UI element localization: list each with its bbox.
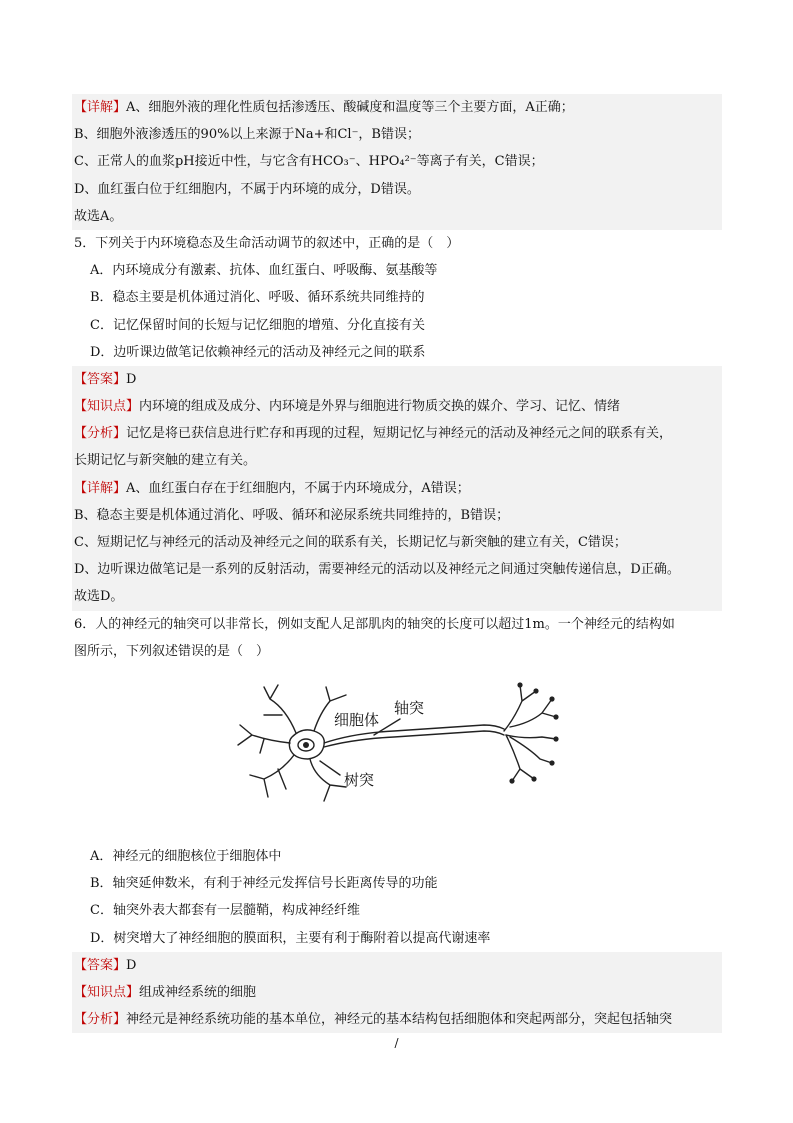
knowledge-tag: 【知识点】 xyxy=(74,399,140,415)
nucleolus-shape xyxy=(303,742,309,748)
q5-knowledge xyxy=(72,393,722,420)
page-content xyxy=(72,94,722,1033)
axon-terminal xyxy=(510,699,556,727)
q5-stem: 5．下列关于内环境稳态及生命活动调节的叙述中，正确的是（ ） xyxy=(74,235,460,251)
analysis-text: 神经元是神经系统功能的基本单位，神经元的基本结构包括细胞体和突起两部分，突起包括轴突 xyxy=(126,1012,673,1028)
q6-option-a: A．神经元的细胞核位于细胞体中 xyxy=(90,848,282,864)
q5-detail-1 xyxy=(72,475,722,502)
q6-option-b: B．轴突延伸数米，有利于神经元发挥信号长距离传导的功能 xyxy=(90,876,438,892)
answer-value: D xyxy=(126,957,137,973)
analysis-text: 记忆是将已获信息进行贮存和再现的过程，短期记忆与神经元的活动及神经元之间的联系有关， xyxy=(126,426,673,442)
page-footer: / xyxy=(394,1036,399,1050)
detail-tag: 【详解】 xyxy=(74,100,127,115)
q5-detail-2: B、稳态主要是机体通过消化、呼吸、循环和泌尿系统共同维持的，B错误； xyxy=(72,502,722,529)
q6-stem-2: 图所示，下列叙述错误的是（ ） xyxy=(74,643,270,659)
answer-tag: 【答案】 xyxy=(74,957,127,973)
q6-knowledge xyxy=(72,979,722,1006)
q6-stem-1: 6．人的神经元的轴突可以非常长，例如支配人足部肌肉的轴突的长度可以超过1m。一个神经元的结构如 xyxy=(74,616,675,632)
q6-analysis-1 xyxy=(72,1006,722,1033)
answer-value: D xyxy=(126,371,137,387)
knowledge-text: 组成神经系统的细胞 xyxy=(139,984,257,1000)
axon-line xyxy=(324,731,504,747)
q5-option-a: A．内环境成分有激素、抗体、血红蛋白、呼吸酶、氨基酸等 xyxy=(90,263,438,279)
neuron-figure xyxy=(72,665,722,843)
q5-option-b: B．稳态主要是机体通过消化、呼吸、循环系统共同维持的 xyxy=(90,290,425,306)
label-cell-body: 细胞体 xyxy=(334,710,380,729)
dendrite-branch xyxy=(238,725,290,753)
q5-detail-5: 故选D。 xyxy=(72,583,722,610)
dendrite-pointer xyxy=(320,761,340,775)
q5-detail-4: D、边听课边做笔记是一系列的反射活动，需要神经元的活动以及神经元之间通过突触传递信息，D正确。 xyxy=(72,556,722,583)
q6-answer xyxy=(72,952,722,979)
q5-option-d: D．边听课边做笔记依赖神经元的活动及神经元之间的联系 xyxy=(90,344,426,360)
analysis-tag: 【分析】 xyxy=(74,426,127,442)
dendrite-branch xyxy=(264,685,296,733)
q5-answer xyxy=(72,366,722,393)
q5-analysis-1 xyxy=(72,420,722,447)
q5-analysis-2: 长期记忆与新突触的建立有关。 xyxy=(72,447,722,474)
detail-text: A、细胞外液的理化性质包括渗透压、酸碱度和温度等三个主要方面，A正确； xyxy=(126,100,574,115)
detail-line-1 xyxy=(72,94,722,121)
q6-option-c: C．轴突外表大都套有一层髓鞘，构成神经纤维 xyxy=(90,903,360,919)
detail-line-2: B、细胞外液渗透压的90%以上来源于Na+和Cl⁻，B错误； xyxy=(72,121,722,148)
neuron-diagram xyxy=(234,679,564,809)
detail-line-4: D、血红蛋白位于红细胞内，不属于内环境的成分，D错误。 xyxy=(72,176,722,203)
analysis-tag: 【分析】 xyxy=(74,1012,127,1028)
detail-line-3: C、正常人的血浆pH接近中性，与它含有HCO₃⁻、HPO₄²⁻等离子有关，C错误； xyxy=(72,148,722,175)
label-axon: 轴突 xyxy=(394,698,425,717)
answer-tag: 【答案】 xyxy=(74,371,127,387)
axon-terminal xyxy=(506,735,534,781)
q5-detail-3: C、短期记忆与神经元的活动及神经元之间的联系有关，长期记忆与新突触的建立有关，C错误； xyxy=(72,529,722,556)
detail-tag: 【详解】 xyxy=(74,480,127,496)
label-dendrite: 树突 xyxy=(344,770,375,789)
dendrite-branch xyxy=(250,755,294,797)
dendrite-branch xyxy=(310,759,346,801)
q6-option-d: D．树突增大了神经细胞的膜面积，主要有利于酶附着以提高代谢速率 xyxy=(90,930,491,946)
knowledge-text: 内环境的组成及成分、内环境是外界与细胞进行物质交换的媒介、学习、记忆、情绪 xyxy=(139,399,621,415)
detail-text: A、血红蛋白存在于红细胞内，不属于内环境成分，A错误； xyxy=(126,480,470,496)
q5-option-c: C．记忆保留时间的长短与记忆细胞的增殖、分化直接有关 xyxy=(90,317,425,333)
detail-line-5: 故选A。 xyxy=(72,203,722,230)
knowledge-tag: 【知识点】 xyxy=(74,984,140,1000)
